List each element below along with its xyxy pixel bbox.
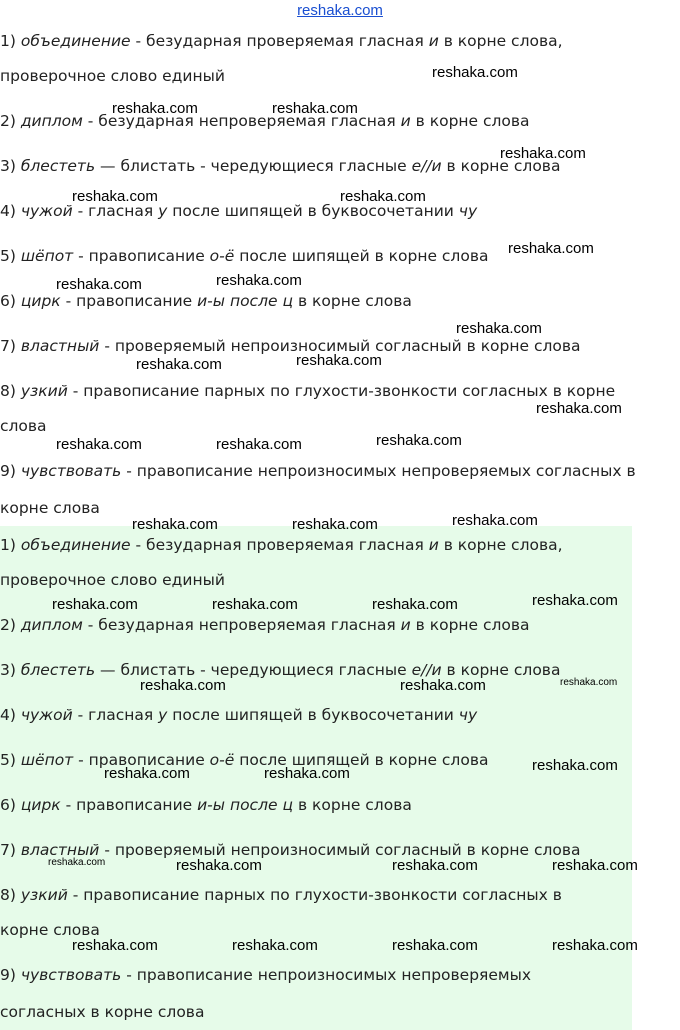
line-rest: проверочное слово единый xyxy=(0,67,225,85)
line-num: 2) xyxy=(0,616,21,634)
watermark: reshaka.com xyxy=(452,512,538,529)
watermark: reshaka.com xyxy=(132,516,218,533)
watermark: reshaka.com xyxy=(264,765,350,782)
line-num: 3) xyxy=(0,661,21,679)
line-rest: - правописание непроизносимых непроверяемых согласных в xyxy=(121,462,636,480)
watermark: reshaka.com xyxy=(340,188,426,205)
line-word: властный xyxy=(20,841,100,859)
line-rest2: в корне слова xyxy=(293,292,412,310)
line-rest2: в корне слова xyxy=(441,661,561,679)
answer-line xyxy=(0,381,615,401)
line-rest: согласных в корне слова xyxy=(0,1003,205,1021)
line-word: цирк xyxy=(20,292,61,310)
answer-line xyxy=(0,461,636,481)
line-rest: корне слова xyxy=(0,921,100,939)
watermark: reshaka.com xyxy=(104,765,190,782)
line-rest: - безударная проверяемая гласная xyxy=(130,32,429,50)
watermark: reshaka.com xyxy=(136,356,222,373)
answer-line xyxy=(0,246,488,266)
line-rest2: в корне слова xyxy=(410,616,530,634)
watermark: reshaka.com xyxy=(56,436,142,453)
line-rest: - проверяемый непроизносимый согласный в корне слова xyxy=(99,841,581,859)
line-num: 8) xyxy=(0,382,21,400)
answer-line xyxy=(0,31,563,51)
answer-line xyxy=(0,615,530,635)
watermark: reshaka.com xyxy=(508,240,594,257)
line-em: и xyxy=(428,32,439,50)
watermark: reshaka.com xyxy=(292,516,378,533)
line-word: диплом xyxy=(20,112,83,130)
line-num: 5) xyxy=(0,247,21,265)
line-em2: чу xyxy=(458,706,478,724)
line-word: шёпот xyxy=(20,247,74,265)
line-word: блестеть xyxy=(20,157,96,175)
watermark: reshaka.com xyxy=(72,188,158,205)
line-rest: - правописание xyxy=(73,247,210,265)
line-num: 9) xyxy=(0,966,21,984)
watermark: reshaka.com xyxy=(296,352,382,369)
line-rest: проверочное слово единый xyxy=(0,571,225,589)
watermark: reshaka.com xyxy=(532,757,618,774)
line-num: 5) xyxy=(0,751,21,769)
answer-line xyxy=(0,885,562,905)
watermark: reshaka.com xyxy=(536,400,622,417)
watermark: reshaka.com xyxy=(48,857,106,868)
site-header-link[interactable]: reshaka.com xyxy=(297,2,383,19)
watermark: reshaka.com xyxy=(216,436,302,453)
line-num: 2) xyxy=(0,112,21,130)
answer-line xyxy=(0,416,47,436)
line-word: властный xyxy=(20,337,100,355)
watermark: reshaka.com xyxy=(500,145,586,162)
watermark: reshaka.com xyxy=(216,272,302,289)
line-em: е//и xyxy=(411,157,442,175)
line-rest2: в корне слова xyxy=(293,796,412,814)
line-num: 1) xyxy=(0,536,21,554)
line-rest: - правописание xyxy=(60,796,198,814)
watermark: reshaka.com xyxy=(272,100,358,117)
line-rest: - правописание xyxy=(60,292,198,310)
line-rest: — блистать - чередующиеся гласные xyxy=(95,661,412,679)
line-rest: - правописание парных по глухости-звонкости согласных в корне xyxy=(67,382,616,400)
line-word: диплом xyxy=(20,616,83,634)
answer-line xyxy=(0,156,560,176)
line-num: 8) xyxy=(0,886,21,904)
watermark: reshaka.com xyxy=(56,276,142,293)
watermark: reshaka.com xyxy=(232,937,318,954)
line-em: и-ы после ц xyxy=(197,796,294,814)
watermark: reshaka.com xyxy=(72,937,158,954)
line-num: 1) xyxy=(0,32,21,50)
line-em: и xyxy=(400,616,411,634)
answer-line xyxy=(0,66,225,86)
watermark: reshaka.com xyxy=(560,677,618,688)
line-word: чувствовать xyxy=(20,966,122,984)
line-word: чужой xyxy=(20,202,73,220)
line-num: 6) xyxy=(0,796,21,814)
answer-line xyxy=(0,1002,204,1022)
line-rest2: после шипящей в корне слова xyxy=(234,751,489,769)
watermark: reshaka.com xyxy=(432,64,518,81)
line-em: о-ё xyxy=(209,247,235,265)
line-em: е//и xyxy=(411,661,442,679)
line-word: чужой xyxy=(20,706,73,724)
line-rest: - безударная проверяемая гласная xyxy=(130,536,429,554)
line-rest2: после шипящей в буквосочетании xyxy=(167,706,459,724)
line-rest2: в корне слова, xyxy=(438,32,563,50)
answer-line xyxy=(0,498,100,518)
watermark: reshaka.com xyxy=(456,320,542,337)
line-word: шёпот xyxy=(20,751,74,769)
answer-line xyxy=(0,570,225,590)
line-num: 3) xyxy=(0,157,21,175)
line-word: цирк xyxy=(20,796,61,814)
watermark: reshaka.com xyxy=(52,596,138,613)
line-rest2: в корне слова xyxy=(441,157,561,175)
line-em: у xyxy=(158,706,168,724)
watermark: reshaka.com xyxy=(400,677,486,694)
line-rest: - гласная xyxy=(72,706,159,724)
line-em: у xyxy=(158,202,168,220)
line-num: 7) xyxy=(0,337,21,355)
line-em: и xyxy=(400,112,411,130)
watermark: reshaka.com xyxy=(392,937,478,954)
answer-line xyxy=(0,336,581,356)
watermark: reshaka.com xyxy=(532,592,618,609)
line-rest: - правописание парных по глухости-звонкости согласных в xyxy=(67,886,562,904)
watermark: reshaka.com xyxy=(176,857,262,874)
line-rest: - проверяемый непроизносимый согласный в корне слова xyxy=(99,337,581,355)
watermark: reshaka.com xyxy=(212,596,298,613)
line-em: о-ё xyxy=(209,751,235,769)
line-num: 4) xyxy=(0,706,21,724)
line-word: объединение xyxy=(20,536,131,554)
answer-line xyxy=(0,965,531,985)
line-em: и xyxy=(428,536,439,554)
answer-line xyxy=(0,535,563,555)
line-num: 6) xyxy=(0,292,21,310)
line-rest: - безударная непроверяемая гласная xyxy=(82,616,401,634)
line-word: чувствовать xyxy=(20,462,122,480)
watermark: reshaka.com xyxy=(376,432,462,449)
line-rest: - безударная непроверяемая гласная xyxy=(82,112,401,130)
line-num: 9) xyxy=(0,462,21,480)
watermark: reshaka.com xyxy=(372,596,458,613)
watermark: reshaka.com xyxy=(140,677,226,694)
line-rest2: в корне слова xyxy=(410,112,530,130)
line-rest2: после шипящей в корне слова xyxy=(234,247,489,265)
answer-line xyxy=(0,291,412,311)
line-rest2: в корне слова, xyxy=(438,536,563,554)
line-em: и-ы после ц xyxy=(197,292,294,310)
line-num: 7) xyxy=(0,841,21,859)
answer-line xyxy=(0,705,477,725)
line-rest: - правописание непроизносимых непроверяемых xyxy=(121,966,532,984)
line-rest: - гласная xyxy=(72,202,159,220)
line-rest2: после шипящей в буквосочетании xyxy=(167,202,459,220)
line-rest: корне слова xyxy=(0,499,100,517)
answer-line xyxy=(0,111,530,131)
watermark: reshaka.com xyxy=(552,937,638,954)
watermark: reshaka.com xyxy=(112,100,198,117)
watermark: reshaka.com xyxy=(552,857,638,874)
line-rest: — блистать - чередующиеся гласные xyxy=(95,157,412,175)
line-num: 4) xyxy=(0,202,21,220)
line-word: узкий xyxy=(20,886,68,904)
line-word: блестеть xyxy=(20,661,96,679)
answer-line xyxy=(0,750,488,770)
answer-line xyxy=(0,795,412,815)
line-rest: слова xyxy=(0,417,47,435)
line-word: объединение xyxy=(20,32,131,50)
line-em2: чу xyxy=(458,202,478,220)
line-word: узкий xyxy=(20,382,68,400)
line-rest: - правописание xyxy=(73,751,210,769)
watermark: reshaka.com xyxy=(392,857,478,874)
